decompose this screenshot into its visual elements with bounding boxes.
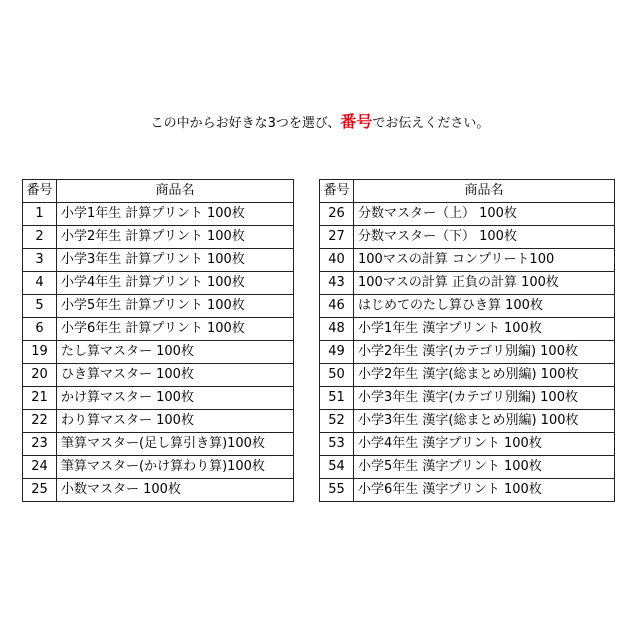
table-row [320,479,615,502]
table-body [320,203,615,502]
table-row [320,249,615,272]
table-row [23,341,294,364]
product-name: 筆算マスター(足し算引き算)100枚 [57,433,294,456]
table-row [320,364,615,387]
product-number: 53 [320,433,354,456]
product-name: 小学4年生 漢字プリント 100枚 [354,433,615,456]
product-number: 5 [23,295,57,318]
product-number: 4 [23,272,57,295]
product-number: 21 [23,387,57,410]
product-name: 小学5年生 計算プリント 100枚 [57,295,294,318]
product-name: 筆算マスター(かけ算わり算)100枚 [57,456,294,479]
product-name: はじめてのたし算ひき算 100枚 [354,295,615,318]
product-name: 小学1年生 漢字プリント 100枚 [354,318,615,341]
product-number: 24 [23,456,57,479]
product-name: 小学3年生 漢字(総まとめ別編) 100枚 [354,410,615,433]
product-table-left [22,179,294,502]
table-row [23,479,294,502]
table-row [23,318,294,341]
product-number: 23 [23,433,57,456]
table-row [320,433,615,456]
table-row [23,364,294,387]
table-row [320,295,615,318]
product-name: 小学6年生 漢字プリント 100枚 [354,479,615,502]
table-row [23,456,294,479]
product-number: 43 [320,272,354,295]
table-row [23,295,294,318]
product-name: わり算マスター 100枚 [57,410,294,433]
table-row [320,410,615,433]
header-product-name: 商品名 [57,180,294,203]
product-name: 小学4年生 計算プリント 100枚 [57,272,294,295]
table-row [23,226,294,249]
product-number: 20 [23,364,57,387]
product-number: 6 [23,318,57,341]
product-name: 小学2年生 漢字(カテゴリ別編) 100枚 [354,341,615,364]
product-name: 小学5年生 漢字プリント 100枚 [354,456,615,479]
table-row [320,203,615,226]
table-row [23,203,294,226]
product-name: 小学3年生 計算プリント 100枚 [57,249,294,272]
product-name: 小学6年生 計算プリント 100枚 [57,318,294,341]
product-name: 分数マスター（下） 100枚 [354,226,615,249]
table-row [23,272,294,295]
table-row [320,226,615,249]
product-name: ひき算マスター 100枚 [57,364,294,387]
product-number: 54 [320,456,354,479]
product-number: 49 [320,341,354,364]
product-name: たし算マスター 100枚 [57,341,294,364]
table-row [320,456,615,479]
product-name: 小学3年生 漢字(カテゴリ別編) 100枚 [354,387,615,410]
product-number: 25 [23,479,57,502]
table-row [320,318,615,341]
table-row [23,249,294,272]
product-name: 100マスの計算 コンプリート100 [354,249,615,272]
product-name: 小学2年生 計算プリント 100枚 [57,226,294,249]
table-header-row [23,180,294,203]
table-row [23,387,294,410]
product-number: 46 [320,295,354,318]
table-header-row [320,180,615,203]
product-number: 55 [320,479,354,502]
product-name: 小数マスター 100枚 [57,479,294,502]
product-number: 52 [320,410,354,433]
table-body [23,203,294,502]
product-number: 1 [23,203,57,226]
table-row [23,433,294,456]
product-name: 小学1年生 計算プリント 100枚 [57,203,294,226]
product-number: 3 [23,249,57,272]
header-number: 番号 [320,180,354,203]
header-product-name: 商品名 [354,180,615,203]
instruction-text [0,112,640,134]
instruction-before: この中からお好きな3つを選び、 [150,116,341,131]
table-row [23,410,294,433]
product-name: かけ算マスター 100枚 [57,387,294,410]
product-number: 27 [320,226,354,249]
instruction-highlight: 番号 [340,112,373,131]
product-number: 22 [23,410,57,433]
product-table-right [319,179,615,502]
table-row [320,341,615,364]
product-number: 26 [320,203,354,226]
instruction-after: でお伝えください。 [372,116,490,131]
product-number: 2 [23,226,57,249]
product-number: 48 [320,318,354,341]
product-name: 100マスの計算 正負の計算 100枚 [354,272,615,295]
product-name: 分数マスター（上） 100枚 [354,203,615,226]
header-number: 番号 [23,180,57,203]
product-number: 40 [320,249,354,272]
product-number: 51 [320,387,354,410]
table-row [320,272,615,295]
table-row [320,387,615,410]
product-number: 50 [320,364,354,387]
product-number: 19 [23,341,57,364]
product-name: 小学2年生 漢字(総まとめ別編) 100枚 [354,364,615,387]
